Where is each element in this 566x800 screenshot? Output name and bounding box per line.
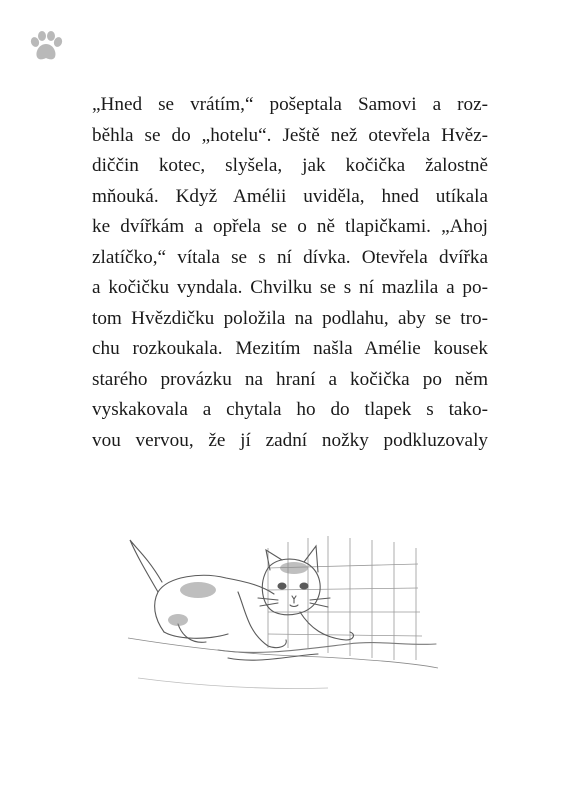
- text-line: mňouká. Když Amélii uviděla, hned utíkala: [92, 185, 488, 207]
- text-line: vou vervou, že jí zadní nožky podkluzovaly: [92, 429, 488, 451]
- paw-icon: [28, 30, 64, 62]
- text-line: „Hned se vrátím,“ pošeptala Samovi a roz-: [92, 94, 488, 115]
- text-line: zlatíčko,“ vítala se s ní dívka. Otevřela dvířka: [92, 246, 488, 268]
- text-line: tom Hvězdičku položila na podlahu, aby se tro-: [92, 307, 488, 329]
- text-line: a kočičku vyndala. Chvilku se s ní mazlila a po-: [92, 277, 488, 298]
- text-line: chu rozkoukala. Mezitím našla Amélie kousek: [92, 338, 488, 359]
- text-line: vyskakovala a chytala ho do tlapek s tako-: [92, 399, 488, 420]
- text-line: diččin kotec, slyšela, jak kočička žalostně: [92, 155, 488, 176]
- text-line: běhla se do „hotelu“. Ještě než otevřela Hvěz-: [92, 124, 488, 146]
- story-paragraph: [92, 90, 488, 456]
- kitten-illustration: [118, 528, 448, 708]
- text-line: ke dvířkám a opřela se o ně tlapičkami. „Ahoj: [92, 216, 488, 237]
- text-line: starého provázku na hraní a kočička po něm: [92, 368, 488, 390]
